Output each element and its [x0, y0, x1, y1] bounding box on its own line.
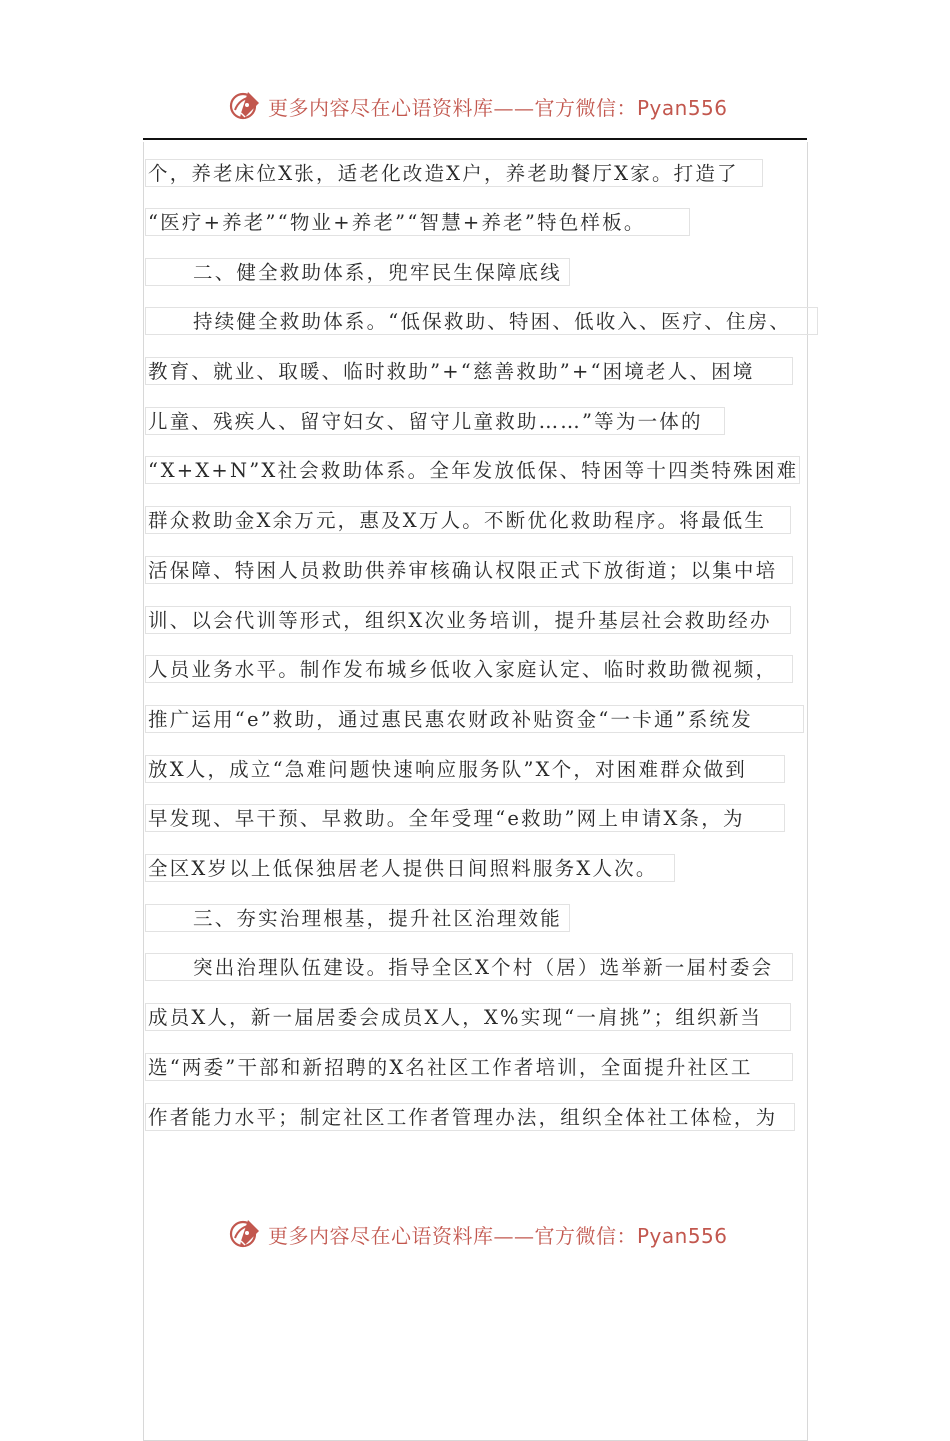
text-line-9: 活保障、特困人员救助供养审核确认权限正式下放街道；以集中培	[145, 556, 793, 584]
text-line-19: 选“两委”干部和新招聘的X名社区工作者培训，全面提升社区工	[145, 1053, 793, 1081]
banner-dash: ——	[493, 1224, 535, 1248]
text-line-12: 推广运用“e”救助，通过惠民惠农财政补贴资金“一卡通”系统发	[145, 705, 804, 733]
banner-contact-id: Pyan556	[637, 1224, 728, 1248]
text-line-14: 早发现、早干预、早救助。全年受理“e救助”网上申请X条，为	[145, 804, 785, 832]
text-line-11: 人员业务水平。制作发布城乡低收入家庭认定、临时救助微视频，	[145, 655, 793, 683]
banner-text	[268, 1220, 728, 1249]
banner-text	[268, 92, 728, 121]
text-line-20: 作者能力水平；制定社区工作者管理办法，组织全体社工体检，为	[145, 1103, 795, 1131]
text-line-1: 个，养老床位X张，适老化改造X户，养老助餐厅X家。打造了	[145, 159, 763, 187]
text-line-17: 突出治理队伍建设。指导全区X个村（居）选举新一届村委会	[145, 953, 793, 981]
section-heading-3: 三、夯实治理根基，提升社区治理效能	[145, 904, 570, 932]
text-line-13: 放X人，成立“急难问题快速响应服务队”X个，对困难群众做到	[145, 755, 785, 783]
text-line-10: 训、以会代训等形式，组织X次业务培训，提升基层社会救助经办	[145, 606, 791, 634]
text-line-6: 儿童、残疾人、留守妇女、留守儿童救助……”等为一体的	[145, 407, 725, 435]
text-line-15: 全区X岁以上低保独居老人提供日间照料服务X人次。	[145, 854, 675, 882]
text-line-2: “医疗+养老”“物业+养老”“智慧+养老”特色样板。	[145, 208, 690, 236]
banner-contact-label: 官方微信：	[534, 1224, 637, 1248]
header-banner	[0, 84, 950, 124]
pen-logo-icon	[228, 88, 262, 122]
section-heading-2: 二、健全救助体系，兜牢民生保障底线	[145, 258, 570, 286]
text-line-4: 持续健全救助体系。“低保救助、特困、低收入、医疗、住房、	[145, 307, 818, 335]
banner-dash: ——	[493, 96, 535, 120]
banner-title: 更多内容尽在心语资料库	[268, 1224, 494, 1248]
text-line-7: “X+X+N”X社会救助体系。全年发放低保、特困等十四类特殊困难	[145, 456, 800, 484]
banner-title: 更多内容尽在心语资料库	[268, 96, 494, 120]
header-rule	[143, 138, 807, 140]
text-line-5: 教育、就业、取暖、临时救助”+“慈善救助”+“困境老人、困境	[145, 357, 793, 385]
banner-contact-label: 官方微信：	[534, 96, 637, 120]
text-line-18: 成员X人，新一届居委会成员X人，X%实现“一肩挑”；组织新当	[145, 1003, 791, 1031]
text-line-8: 群众救助金X余万元，惠及X万人。不断优化救助程序。将最低生	[145, 506, 791, 534]
footer-banner	[0, 1212, 950, 1252]
banner-contact-id: Pyan556	[637, 96, 728, 120]
pen-logo-icon	[228, 1216, 262, 1250]
